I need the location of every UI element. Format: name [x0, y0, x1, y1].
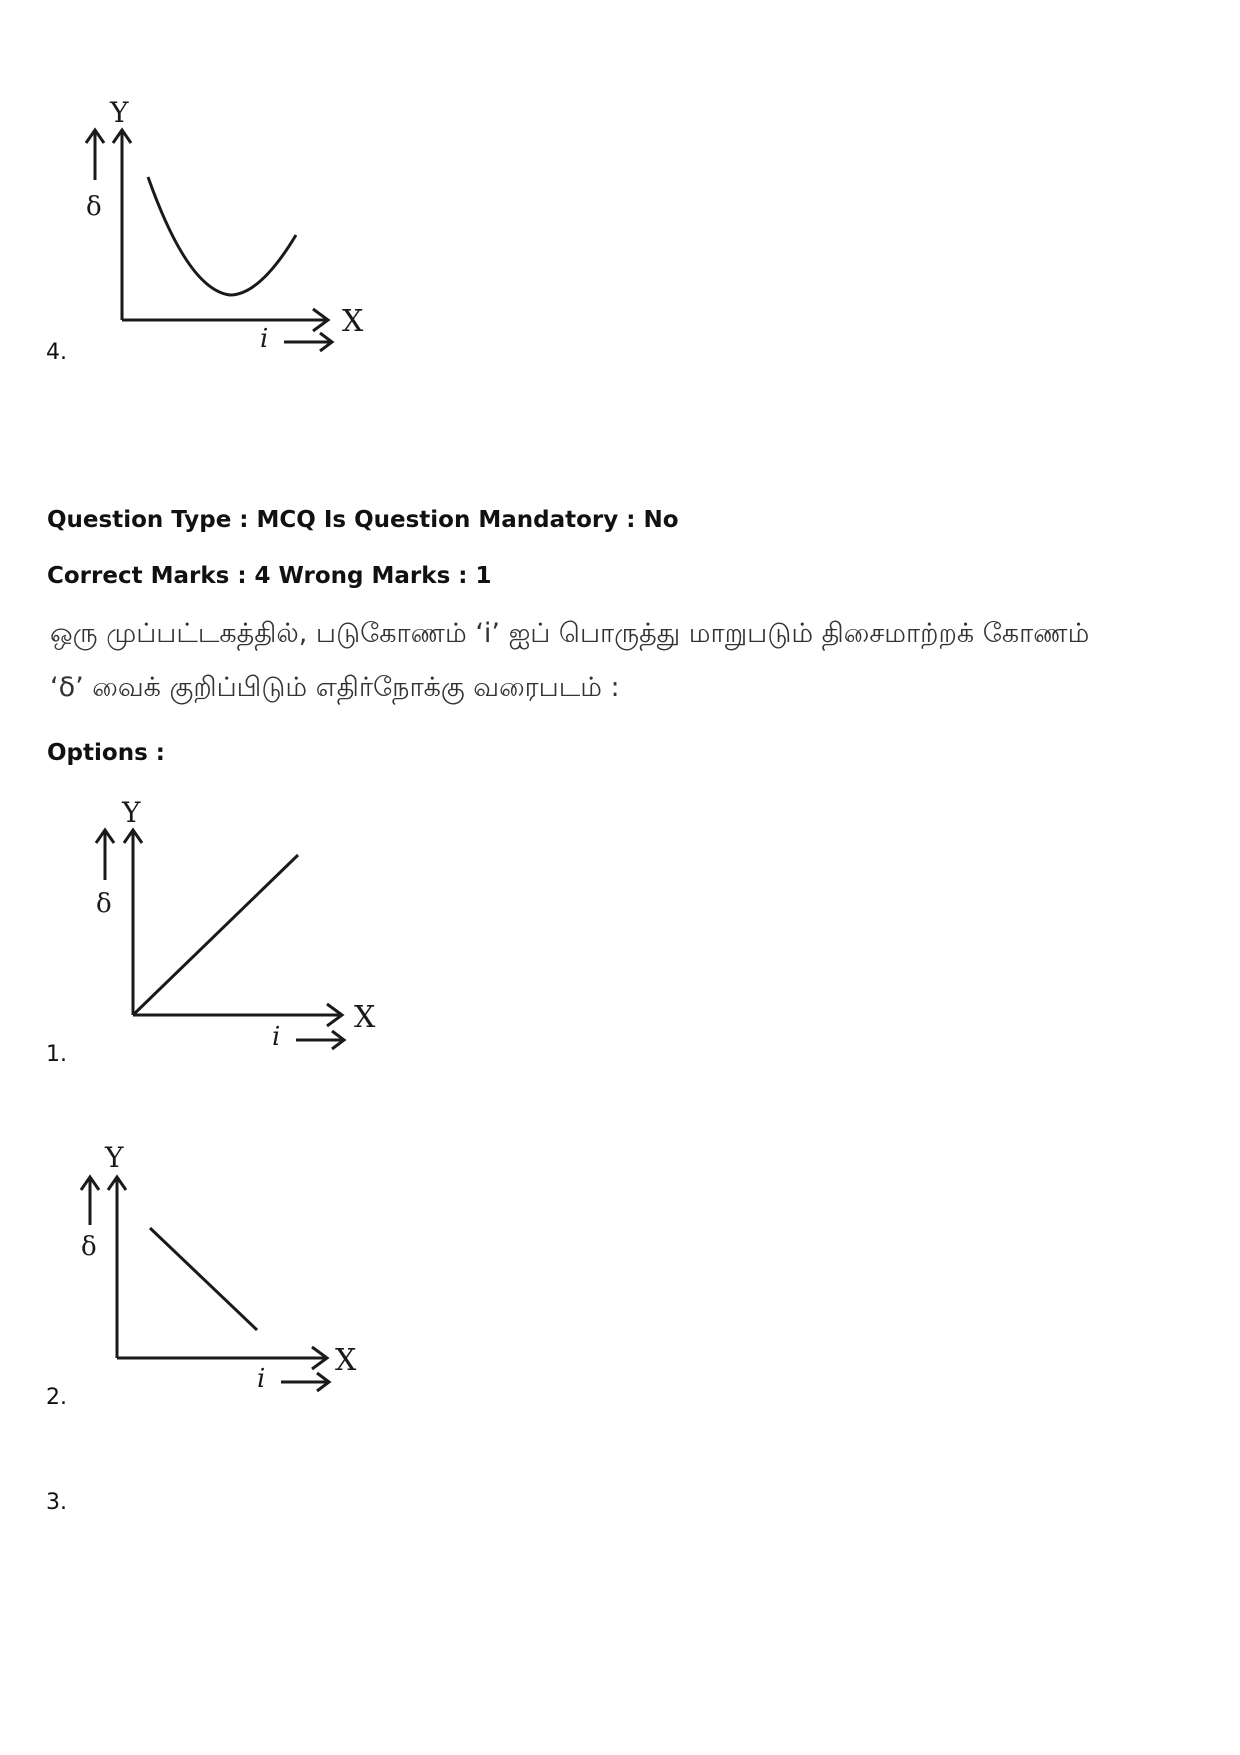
question-text-line-2: ‘δ’ வைக் குறிப்பிடும் எதிர்நோக்கு வரைபடம் : — [50, 672, 620, 703]
delta-label: δ — [96, 889, 112, 919]
option-number: 3. — [46, 1490, 67, 1515]
delta-label: δ — [81, 1232, 97, 1262]
option-number: 2. — [46, 1385, 67, 1410]
marks-line: Correct Marks : 4 Wrong Marks : 1 — [47, 563, 492, 589]
deviation-line — [133, 855, 298, 1015]
option-4-graph — [70, 95, 380, 365]
y-axis-label: Y — [110, 96, 129, 129]
question-text-line-1: ஒரு முப்பட்டகத்தில், படுகோணம் ‘i’ ஐப் பொருத்து மாறுபடும் திசைமாற்றக் கோணம் — [50, 618, 1090, 649]
options-label: Options : — [47, 740, 165, 766]
x-axis-label: X — [335, 1343, 357, 1378]
y-axis-label: Y — [122, 796, 141, 829]
delta-label: δ — [86, 192, 102, 222]
incidence-label: i — [272, 1022, 281, 1052]
incidence-label: i — [260, 324, 269, 354]
incidence-label: i — [257, 1364, 266, 1394]
option-number: 1. — [46, 1042, 67, 1067]
x-axis-label: X — [342, 304, 364, 339]
option-1-graph — [80, 795, 390, 1065]
deviation-line — [150, 1228, 257, 1330]
option-2-graph — [65, 1140, 375, 1400]
y-axis-label: Y — [105, 1141, 124, 1174]
x-axis-label: X — [354, 1000, 376, 1035]
deviation-curve — [148, 177, 296, 295]
question-type-line: Question Type : MCQ Is Question Mandatory : No — [47, 507, 679, 533]
option-number: 4. — [46, 340, 67, 365]
